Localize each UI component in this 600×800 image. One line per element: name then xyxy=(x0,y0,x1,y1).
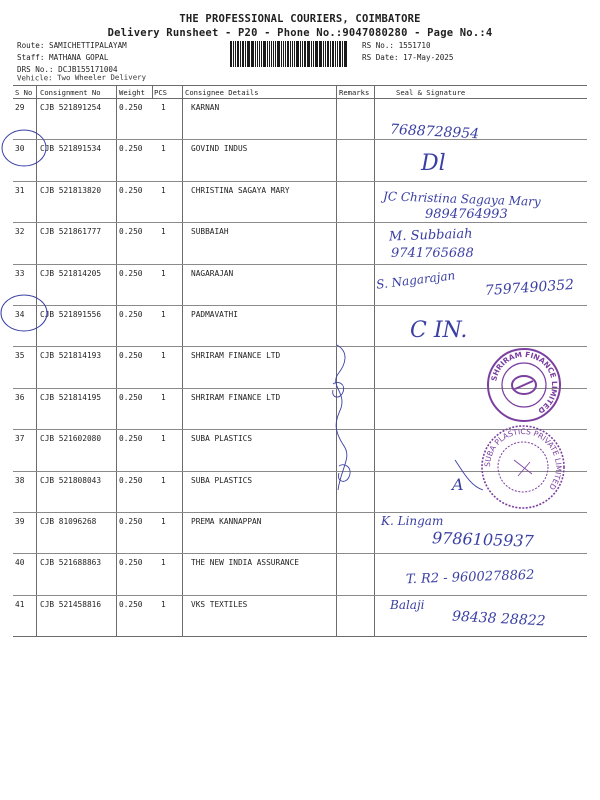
cell-pcs: 1 xyxy=(161,476,166,485)
cell-consignment: CJB 521814193 xyxy=(40,351,102,360)
column-header-consignee: Consignee Details xyxy=(185,88,259,97)
stamp-text: SHRIRAM FINANCE LIMITED xyxy=(489,349,560,416)
cell-consignment: CJB 521602080 xyxy=(40,434,102,443)
cell-weight: 0.250 xyxy=(119,269,143,278)
stamp-text: SUBA PLASTICS PRIVATE LIMITED xyxy=(482,426,564,492)
cell-weight: 0.250 xyxy=(119,144,143,153)
signature-row-39: K. Lingam xyxy=(381,514,444,528)
cell-pcs: 1 xyxy=(161,558,166,567)
cell-pcs: 1 xyxy=(161,144,166,153)
cell-consignee: KARNAN xyxy=(191,103,220,112)
drs-label: DRS No.: DCJB155171004 xyxy=(17,65,118,74)
route-label: Route: SAMICHETTIPALAYAM xyxy=(17,41,127,50)
phone-row-31: 9894764993 xyxy=(425,207,508,222)
cell-consignment: CJB 521814195 xyxy=(40,393,102,402)
runsheet-title: Delivery Runsheet - P20 - Phone No.:9047080280 - Page No.:4 xyxy=(107,27,493,39)
cell-sno: 32 xyxy=(15,227,25,236)
cell-consignment: CJB 521688863 xyxy=(40,558,102,567)
cell-pcs: 1 xyxy=(161,517,166,526)
shriram-finance-stamp xyxy=(486,347,562,423)
cell-consignee: NAGARAJAN xyxy=(191,269,234,278)
cell-weight: 0.250 xyxy=(119,600,143,609)
phone-row-32: 9741765688 xyxy=(391,246,474,261)
cell-weight: 0.250 xyxy=(119,103,143,112)
signature-row-30: Dl xyxy=(421,151,446,176)
cell-pcs: 1 xyxy=(161,227,166,236)
signature-row-41: Balaji xyxy=(390,598,425,612)
cell-sno: 33 xyxy=(15,269,25,278)
cell-pcs: 1 xyxy=(161,186,166,195)
column-header-pcs: PCS xyxy=(154,88,167,97)
cell-consignment: CJB 521813820 xyxy=(40,186,102,195)
cell-pcs: 1 xyxy=(161,434,166,443)
cell-sno: 38 xyxy=(15,476,25,485)
cell-consignee: CHRISTINA SAGAYA MARY xyxy=(191,186,290,195)
cell-sno: 29 xyxy=(15,103,25,112)
cell-consignee: SUBA PLASTICS xyxy=(191,476,253,485)
cell-weight: 0.250 xyxy=(119,558,143,567)
cell-weight: 0.250 xyxy=(119,476,143,485)
cell-pcs: 1 xyxy=(161,600,166,609)
cell-consignee: PADMAVATHI xyxy=(191,310,238,319)
cell-consignment: CJB 521891556 xyxy=(40,310,102,319)
cell-consignee: SHRIRAM FINANCE LTD xyxy=(191,393,281,402)
signature-row-29: 7688728954 xyxy=(389,121,480,143)
cell-sno: 39 xyxy=(15,517,25,526)
column-header-remarks: Remarks xyxy=(339,88,370,97)
cell-sno: 36 xyxy=(15,393,25,402)
cell-consignment: CJB 521861777 xyxy=(40,227,102,236)
cell-pcs: 1 xyxy=(161,393,166,402)
cell-pcs: 1 xyxy=(161,351,166,360)
cell-consignee: SHRIRAM FINANCE LTD xyxy=(191,351,281,360)
cell-consignment: CJB 521458816 xyxy=(40,600,102,609)
company-title: THE PROFESSIONAL COURIERS, COIMBATORE xyxy=(179,13,421,25)
cell-weight: 0.250 xyxy=(119,227,143,236)
cell-sno: 31 xyxy=(15,186,25,195)
cell-consignment: CJB 521814205 xyxy=(40,269,102,278)
cell-weight: 0.250 xyxy=(119,393,143,402)
cell-sno: 40 xyxy=(15,558,25,567)
column-header-consignment: Consignment No xyxy=(40,88,101,97)
suba-plastics-stamp xyxy=(480,424,566,510)
cell-consignee: SUBBAIAH xyxy=(191,227,229,236)
column-header-seal: Seal & Signature xyxy=(396,88,466,97)
circle-mark xyxy=(1,295,47,331)
column-header-sno: S No xyxy=(15,88,33,97)
signature-row-33: S. Nagarajan xyxy=(375,268,456,292)
cell-pcs: 1 xyxy=(161,103,166,112)
cell-consignee: THE NEW INDIA ASSURANCE xyxy=(191,558,299,567)
signature-row-40: T. R2 - 9600278862 xyxy=(405,567,535,588)
cell-consignee: PREMA KANNAPPAN xyxy=(191,517,262,526)
signature-row-32: M. Subbaiah xyxy=(388,226,473,245)
phone-row-33: 7597490352 xyxy=(484,276,575,300)
cell-weight: 0.250 xyxy=(119,434,143,443)
cell-consignment: CJB 521808043 xyxy=(40,476,102,485)
cell-weight: 0.250 xyxy=(119,186,143,195)
signature-row-38: A xyxy=(452,475,464,494)
rs-number: RS No.: 1551710 xyxy=(362,41,431,50)
cell-weight: 0.250 xyxy=(119,310,143,319)
phone-row-39: 9786105937 xyxy=(431,528,535,551)
column-header-weight: Weight xyxy=(119,88,145,97)
cell-consignment: CJB 521891254 xyxy=(40,103,102,112)
cell-pcs: 1 xyxy=(161,269,166,278)
vehicle-label: Vehicle: Two Wheeler Delivery xyxy=(16,72,147,83)
cell-consignee: VKS TEXTILES xyxy=(191,600,248,609)
signature-row-34: C IN. xyxy=(410,318,468,343)
cell-consignee: GOVIND INDUS xyxy=(191,144,248,153)
cell-weight: 0.250 xyxy=(119,517,143,526)
rs-date: RS Date: 17-May-2025 xyxy=(362,53,454,62)
signature-row-31: JC Christina Sagaya Mary xyxy=(382,189,541,209)
cell-sno: 30 xyxy=(15,144,25,153)
cell-consignee: SUBA PLASTICS xyxy=(191,434,253,443)
cell-weight: 0.250 xyxy=(119,351,143,360)
circle-mark xyxy=(2,130,46,166)
phone-row-41: 98438 28822 xyxy=(451,608,546,630)
pen-stroke xyxy=(336,345,347,490)
cell-consignment: CJB 521891534 xyxy=(40,144,102,153)
cell-pcs: 1 xyxy=(161,310,166,319)
staff-label: Staff: MATHANA GOPAL xyxy=(17,53,109,62)
cell-consignment: CJB 81096268 xyxy=(40,517,97,526)
cell-sno: 35 xyxy=(15,351,25,360)
cell-sno: 37 xyxy=(15,434,25,443)
cell-sno: 34 xyxy=(15,310,25,319)
cell-sno: 41 xyxy=(15,600,25,609)
